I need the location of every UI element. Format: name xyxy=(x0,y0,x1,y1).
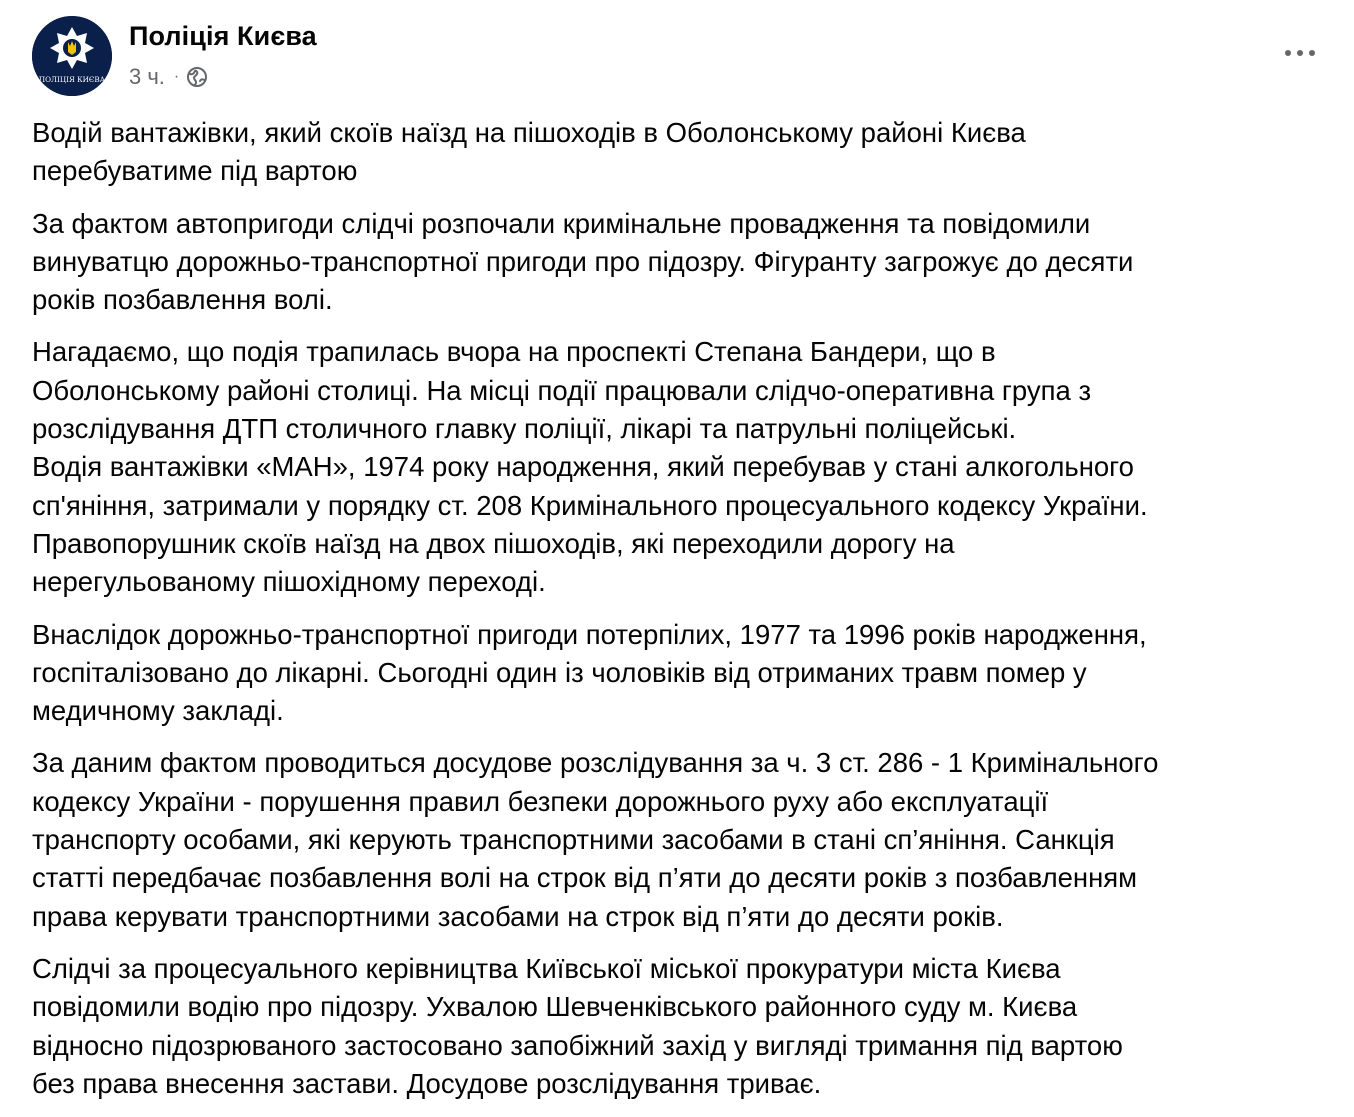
more-options-button[interactable] xyxy=(1278,38,1322,68)
meta-separator: · xyxy=(173,68,180,85)
post-paragraph: За даним фактом проводиться досудове розслідування за ч. 3 ст. 286 - 1 Кримінального кодексу України - порушення правил безпеки дорожнього руху або експлуатації транспорту особами, які керують транспортними засобами в стані сп’яніння. Санкція статті передбачає позбавлення волі на строк від п’яти до десяти років з позбавленням права керувати транспортними засобами на строк від п’яти до десяти років. xyxy=(32,747,1159,932)
more-dots-icon xyxy=(1297,50,1303,56)
page-name-link[interactable]: Поліція Києва xyxy=(129,21,317,51)
post-body xyxy=(32,114,1332,1117)
more-dots-icon xyxy=(1285,50,1291,56)
post-paragraph: За фактом автопригоди слідчі розпочали кримінальне провадження та повідомили винуватцю дорожньо-транспортної пригоди про підозру. Фігуранту загрожує до десяти років позбавлення волі. xyxy=(32,207,1134,316)
post-timestamp[interactable]: 3 ч. xyxy=(129,64,165,89)
post-paragraph: Внаслідок дорожньо-транспортної пригоди потерпілих, 1977 та 1996 років народження, госпіталізовано до лікарні. Сьогодні один із чоловіків від отриманих травм помер у медичному закладі. xyxy=(32,618,1147,727)
post-header xyxy=(32,16,1322,102)
post-paragraph: Водій вантажівки, який скоїв наїзд на пішоходів в Оболонському районі Києва перебуватиме під вартою xyxy=(32,117,1026,187)
more-dots-icon xyxy=(1309,50,1315,56)
avatar-caption: ПОЛІЦІЯ КИЄВА xyxy=(38,75,106,84)
police-badge-logo xyxy=(32,16,112,96)
globe-icon[interactable] xyxy=(186,66,208,88)
page-avatar[interactable] xyxy=(32,16,112,96)
post-paragraph: Слідчі за процесуального керівництва Київської міської прокуратури міста Києва повідомили водію про підозру. Ухвалою Шевченківського районного суду м. Києва відносно підозрюваного застосовано запобіжний захід у вигляді тримання під вартою без права внесення застави. Досудове розслідування триває. xyxy=(32,952,1123,1099)
post-meta xyxy=(129,62,208,92)
post-paragraph: Нагадаємо, що подія трапилась вчора на проспекті Степана Бандери, що в Оболонському районі столиці. На місці події працювали слідчо-оперативна група з розслідування ДТП столичного главку поліції, лікарі та патрульні поліцейські. Водія вантажівки «МАН», 1974 року народження, який перебував у стані алкогольного сп'яніння, затримали у порядку ст. 208 Кримінального процесуального кодексу України. Правопорушник скоїв наїзд на двох пішоходів, які переходили дорогу на нерегульованому пішохідному переході. xyxy=(32,336,1148,598)
